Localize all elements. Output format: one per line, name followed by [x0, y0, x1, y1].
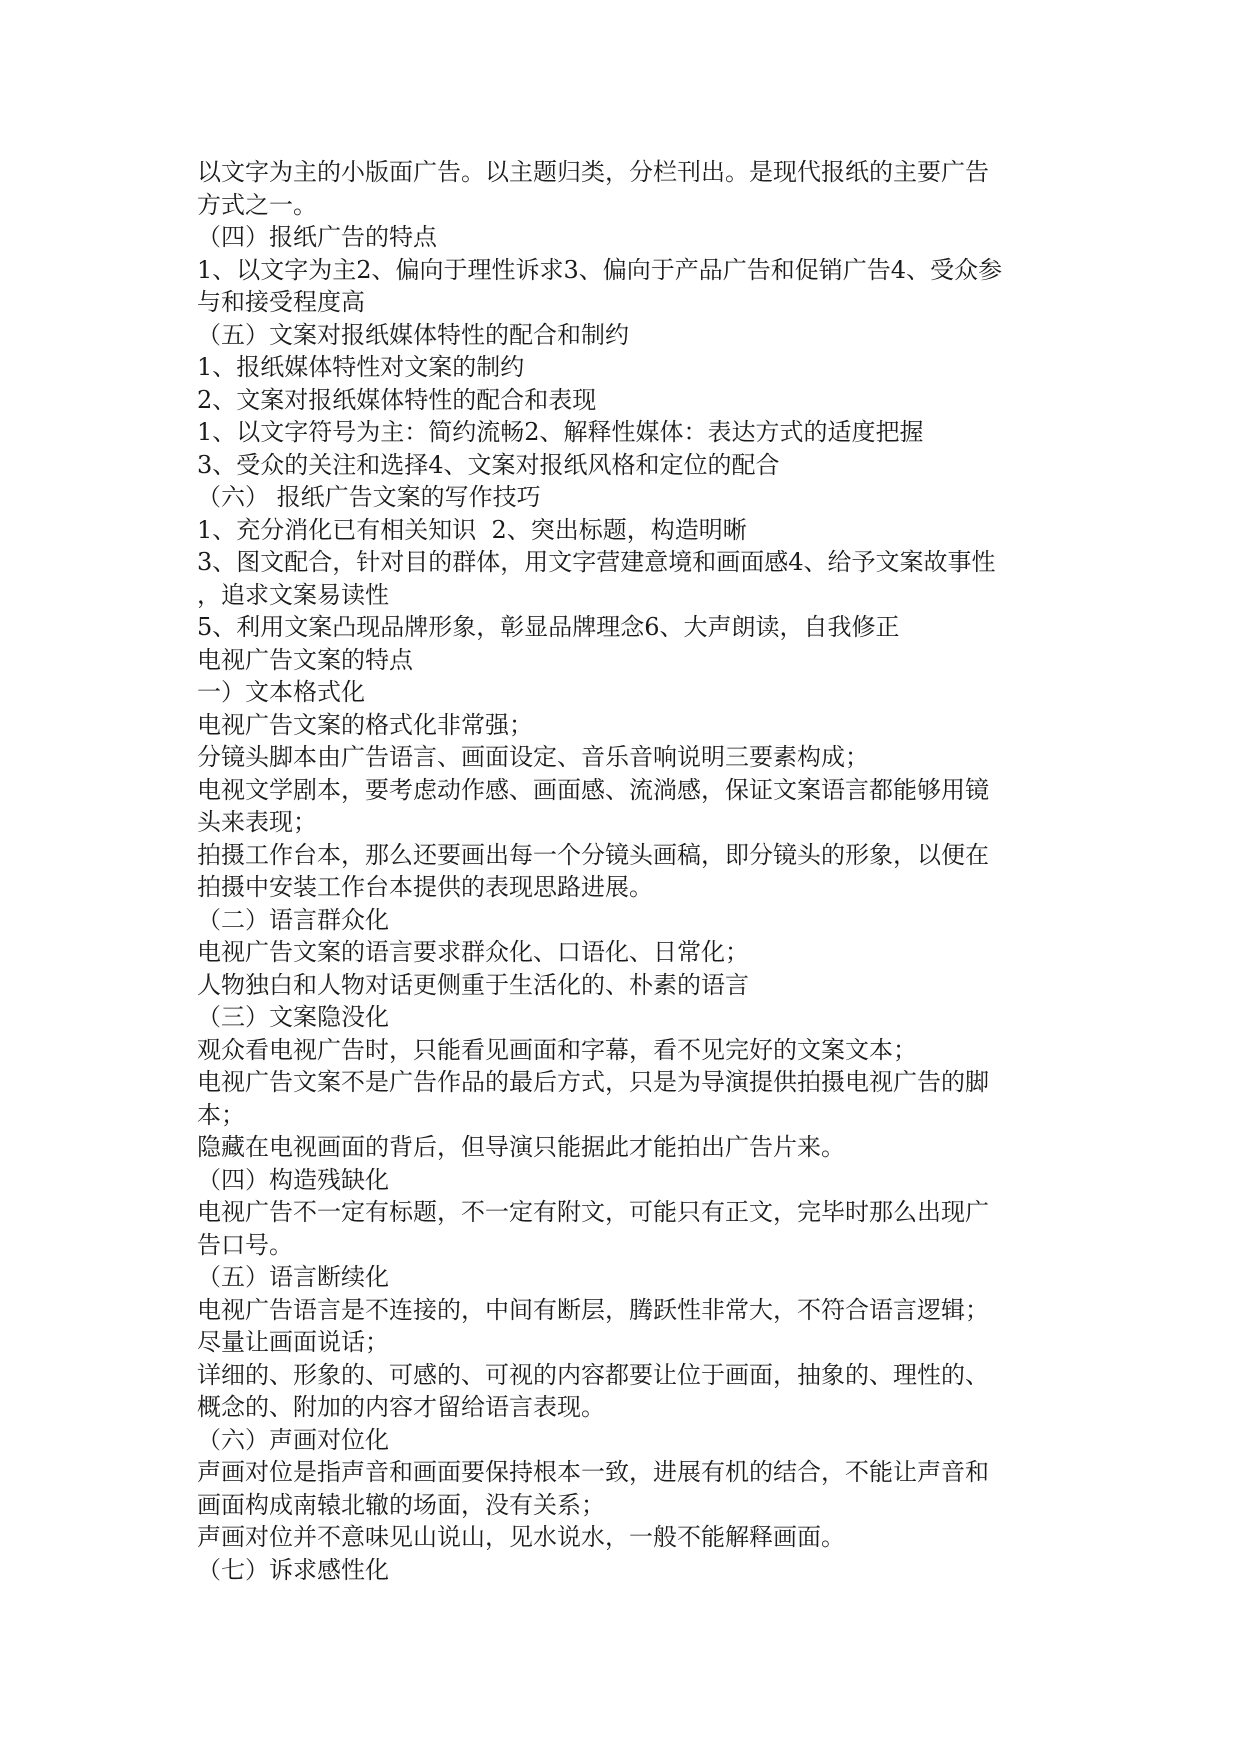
- text-line: 声画对位是指声音和画面要保持根本一致，进展有机的结合，不能让声音和: [197, 1458, 989, 1486]
- section-title: 电视广告文案的特点: [197, 645, 413, 674]
- text-line: 电视广告语言是不连接的，中间有断层，腾跃性非常大，不符合语言逻辑；: [197, 1295, 989, 1324]
- text-line: 以文字为主的小版面广告。以主题归类，分栏刊出。是现代报纸的主要广告: [197, 158, 989, 186]
- text-line: 概念的、附加的内容才留给语言表现。: [197, 1393, 605, 1421]
- text-line: 观众看电视广告时，只能看见画面和字幕，看不见完好的文案文本；: [197, 1035, 917, 1064]
- text-line: 1、充分消化已有相关知识 2、突出标题，构造明晰: [197, 515, 747, 544]
- text-line: 隐藏在电视画面的背后，但导演只能据此才能拍出广告片来。: [197, 1133, 845, 1161]
- text-line: 画面构成南辕北辙的场面，没有关系；: [197, 1490, 605, 1519]
- document-body: [197, 156, 1047, 1586]
- section-heading: 一）文本格式化: [197, 678, 365, 706]
- section-heading: （六）声画对位化: [197, 1425, 389, 1454]
- text-line: 1、报纸媒体特性对文案的制约: [197, 353, 525, 381]
- text-line: 1、以文字为主2、偏向于理性诉求3、偏向于产品广告和促销广告4、受众参: [197, 255, 1003, 284]
- text-line: 详细的、形象的、可感的、可视的内容都要让位于画面，抽象的、理性的、: [197, 1360, 989, 1389]
- text-line: 1、以文字符号为主：简约流畅2、解释性媒体：表达方式的适度把握: [197, 418, 924, 446]
- section-heading: （五）文案对报纸媒体特性的配合和制约: [197, 320, 629, 349]
- section-heading: （三）文案隐没化: [197, 1003, 389, 1031]
- section-heading: （六） 报纸广告文案的写作技巧: [197, 483, 541, 511]
- text-line: 5、利用文案凸现品牌形象，彰显品牌理念6、大声朗读，自我修正: [197, 613, 900, 641]
- text-line: 电视广告不一定有标题，不一定有附文，可能只有正文，完毕时那么出现广: [197, 1198, 989, 1226]
- text-line: 人物独白和人物对话更侧重于生活化的、朴素的语言: [197, 970, 749, 999]
- text-line: 告口号。: [197, 1230, 293, 1259]
- section-heading: （四）构造残缺化: [197, 1165, 389, 1194]
- text-line: 电视广告文案的语言要求群众化、口语化、日常化；: [197, 938, 749, 966]
- text-line: 方式之一。: [197, 190, 317, 219]
- section-heading: （二）语言群众化: [197, 905, 389, 934]
- text-line: 3、图文配合，针对目的群体，用文字营建意境和画面感4、给予文案故事性: [197, 548, 996, 576]
- text-line: 电视广告文案的格式化非常强；: [197, 710, 533, 739]
- text-line: 2、文案对报纸媒体特性的配合和表现: [197, 385, 597, 414]
- section-heading: （五）语言断续化: [197, 1263, 389, 1291]
- text-line: 与和接受程度高: [197, 288, 365, 316]
- text-line: 拍摄中安装工作台本提供的表现思路进展。: [197, 873, 653, 901]
- text-line: 电视文学剧本，要考虑动作感、画面感、流淌感，保证文案语言都能够用镜: [197, 775, 989, 804]
- text-line: 本；: [197, 1100, 245, 1129]
- text-line: 电视广告文案不是广告作品的最后方式，只是为导演提供拍摄电视广告的脚: [197, 1068, 989, 1096]
- text-line: 尽量让画面说话；: [197, 1328, 389, 1356]
- section-heading: （四）报纸广告的特点: [197, 223, 437, 251]
- text-line: 分镜头脚本由广告语言、画面设定、音乐音响说明三要素构成；: [197, 743, 869, 771]
- text-line: ，追求文案易读性: [197, 580, 389, 609]
- text-line: 声画对位并不意味见山说山，见水说水，一般不能解释画面。: [197, 1523, 845, 1551]
- text-line: 3、受众的关注和选择4、文案对报纸风格和定位的配合: [197, 450, 780, 479]
- text-line: 头来表现；: [197, 808, 317, 836]
- section-heading: （七）诉求感性化: [197, 1555, 389, 1584]
- text-line: 拍摄工作台本，那么还要画出每一个分镜头画稿，即分镜头的形象，以便在: [197, 840, 989, 869]
